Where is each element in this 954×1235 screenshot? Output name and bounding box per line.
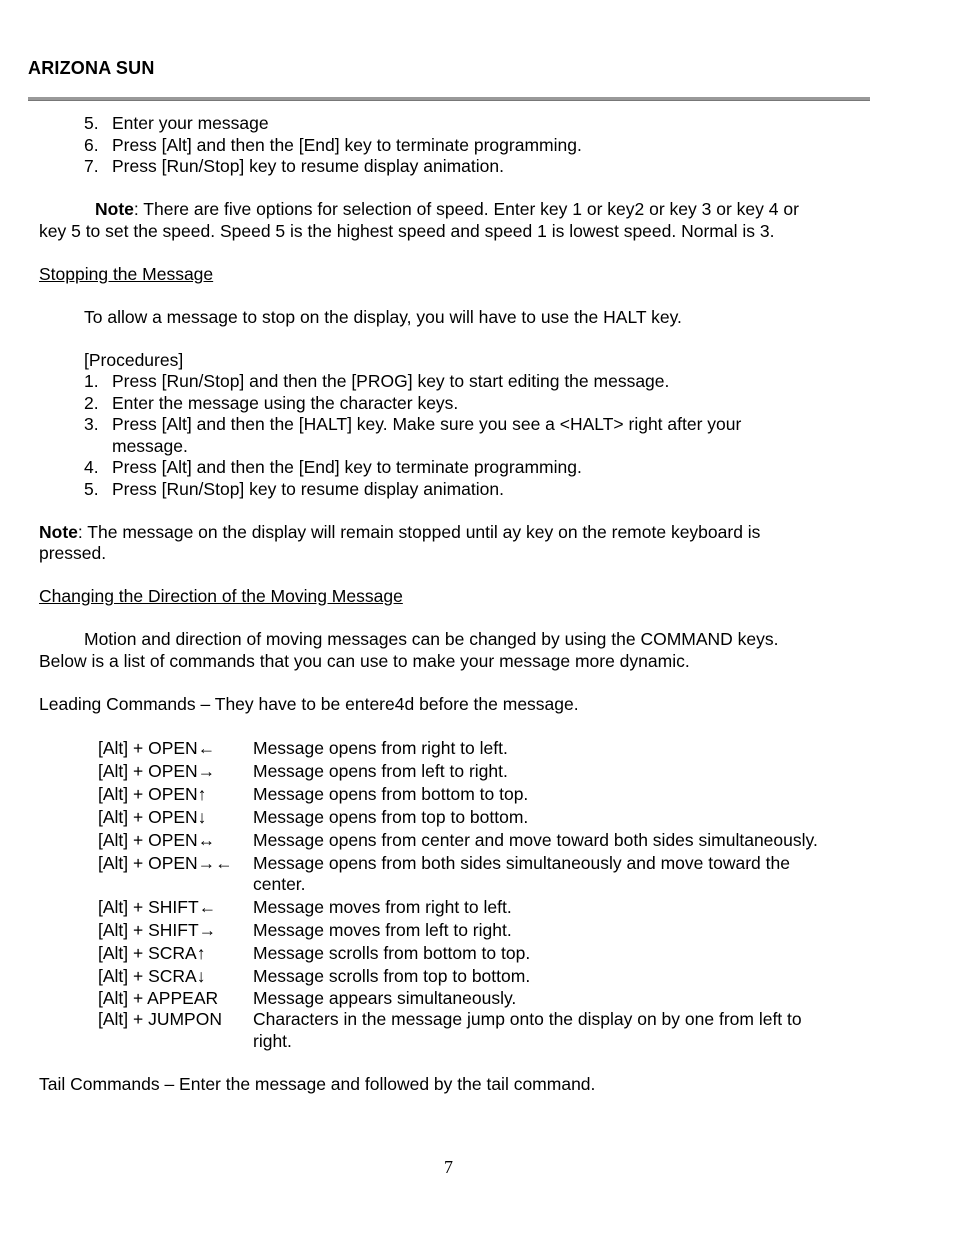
direction-intro-line1: Motion and direction of moving messages can be changed by using the COMMAND keys. (84, 629, 779, 649)
command-desc: Message opens from center and move toward both sides simultaneously. (253, 830, 818, 850)
leading-commands-label: Leading Commands – They have to be entere4d before the message. (39, 694, 579, 714)
list-item: 2. Enter the message using the character keys. (84, 393, 459, 413)
list-item: 7. Press [Run/Stop] key to resume display animation. (84, 156, 504, 176)
command-key: [Alt] + OPEN↓ (98, 807, 207, 827)
page-number: 7 (444, 1157, 453, 1177)
note-label: Note (39, 522, 78, 542)
command-key: [Alt] + SCRA↑ (98, 943, 206, 963)
command-desc: Message opens from left to right. (253, 761, 508, 781)
tail-commands-label: Tail Commands – Enter the message and followed by the tail command. (39, 1074, 596, 1094)
command-desc: Message opens from both sides simultaneously and move toward the (253, 853, 790, 873)
command-key: [Alt] + OPEN→ (98, 761, 216, 781)
command-desc: Characters in the message jump onto the display on by one from left to (253, 1009, 802, 1029)
note-label: Note (95, 199, 134, 219)
list-item: 6. Press [Alt] and then the [End] key to terminate programming. (84, 135, 582, 155)
command-key: [Alt] + JUMPON (98, 1009, 222, 1029)
section-heading-stopping: Stopping the Message (39, 264, 214, 284)
procedures-label: [Procedures] (84, 350, 184, 370)
command-desc: Message moves from right to left. (253, 897, 512, 917)
header-divider (28, 97, 870, 101)
command-key: [Alt] + SCRA↓ (98, 966, 206, 986)
list-item-continuation: message. (112, 436, 188, 456)
command-desc: Message opens from bottom to top. (253, 784, 529, 804)
command-desc: Message opens from right to left. (253, 738, 508, 758)
command-desc: Message moves from left to right. (253, 920, 512, 940)
command-desc: Message scrolls from bottom to top. (253, 943, 531, 963)
command-key: [Alt] + OPEN→← (98, 853, 233, 873)
direction-intro-line2: Below is a list of commands that you can use to make your message more dynamic. (39, 651, 690, 671)
command-desc: right. (253, 1031, 292, 1051)
list-item: 5. Press [Run/Stop] key to resume display animation. (84, 479, 504, 499)
section-heading-direction: Changing the Direction of the Moving Message (39, 586, 403, 606)
document-header-title: ARIZONA SUN (28, 58, 155, 78)
command-key: [Alt] + OPEN↑ (98, 784, 207, 804)
note-stopped-line2: pressed. (39, 543, 107, 563)
command-key: [Alt] + OPEN↔ (98, 830, 216, 850)
command-key: [Alt] + APPEAR (98, 988, 219, 1008)
list-item: 5. Enter your message (84, 113, 269, 133)
command-desc: Message opens from top to bottom. (253, 807, 529, 827)
command-desc: Message scrolls from top to bottom. (253, 966, 531, 986)
note-stopped-line1: Note: The message on the display will remain stopped until ay key on the remote keyboard is (39, 522, 761, 542)
stopping-intro: To allow a message to stop on the display, you will have to use the HALT key. (84, 307, 682, 327)
note-speed-line1: Note: There are five options for selection of speed. Enter key 1 or key2 or key 3 or key 4 or (95, 199, 799, 219)
list-item: 3. Press [Alt] and then the [HALT] key. Make sure you see a <HALT> right after your (84, 414, 742, 434)
list-item: 4. Press [Alt] and then the [End] key to terminate programming. (84, 457, 582, 477)
command-desc: center. (253, 874, 306, 894)
command-key: [Alt] + OPEN← (98, 738, 216, 758)
command-desc: Message appears simultaneously. (253, 988, 517, 1008)
command-key: [Alt] + SHIFT← (98, 897, 217, 917)
command-key: [Alt] + SHIFT→ (98, 920, 217, 940)
list-item: 1. Press [Run/Stop] and then the [PROG] key to start editing the message. (84, 371, 670, 391)
note-speed-line2: key 5 to set the speed. Speed 5 is the highest speed and speed 1 is lowest speed. Normal is 3. (39, 221, 775, 241)
